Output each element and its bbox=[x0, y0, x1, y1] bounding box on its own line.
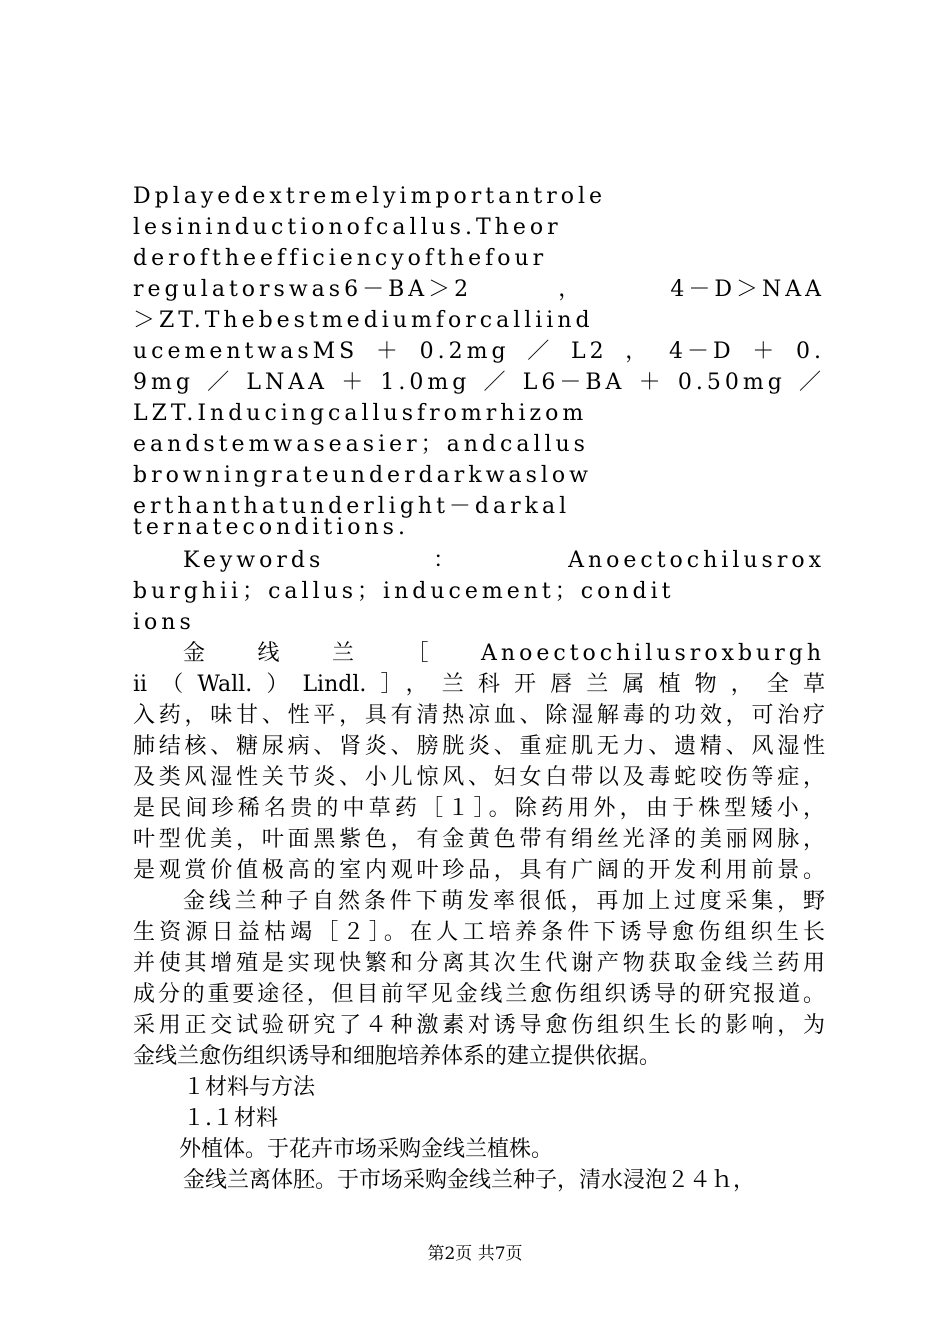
paragraph-line: 及类风湿性关节炎、小儿惊风、妇女白带以及毒蛇咬伤等症， bbox=[133, 765, 825, 790]
abstract-line: Dplayedextremelyimportantrole bbox=[133, 184, 607, 209]
paragraph-line: 生资源日益枯竭［２］。在人工培养条件下诱导愈伤组织生长 bbox=[133, 920, 825, 945]
paragraph-line: ii（Wall.）Lindl.］，兰科开唇兰属植物，全草 bbox=[133, 672, 825, 697]
keywords-line: Keywords：Anoectochilusrox bbox=[183, 548, 825, 573]
paragraph-line: 是民间珍稀名贵的中草药［１］。除药用外，由于株型矮小， bbox=[133, 796, 825, 821]
paragraph-line: 入药，味甘、性平，具有清热凉血、除湿解毒的功效，可治疗 bbox=[133, 703, 825, 728]
paragraph-line: 外植体。于花卉市场采购金线兰植株。 bbox=[179, 1137, 554, 1162]
keywords-line: burghii；callus；inducement；condit bbox=[133, 579, 675, 604]
paragraph-line: 采用正交试验研究了４种激素对诱导愈伤组织生长的影响，为 bbox=[133, 1013, 825, 1038]
abstract-line: ucementwasMS＋0.2mg／L2，4－D＋0. bbox=[133, 339, 825, 364]
abstract-line: ternateconditions. bbox=[133, 515, 409, 540]
paragraph-line: 金线兰愈伤组织诱导和细胞培养体系的建立提供依据。 bbox=[133, 1044, 662, 1069]
abstract-line: LZT.Inducingcallusfromrhizom bbox=[133, 401, 588, 426]
abstract-line: 9mg／LNAA＋1.0mg／L6－BA＋0.50mg／ bbox=[133, 370, 825, 395]
abstract-line: ＞ZT.Thebestmediumforcalliind bbox=[133, 308, 594, 333]
paragraph-line: 并使其增殖是实现快繁和分离其次生代谢产物获取金线兰药用 bbox=[133, 951, 825, 976]
paragraph-line: 金线兰离体胚。于市场采购金线兰种子，清水浸泡２４ｈ， bbox=[183, 1168, 756, 1193]
page-footer: 第2页 共7页 bbox=[427, 1244, 523, 1264]
paragraph-line: 是观赏价值极高的室内观叶珍品，具有广阔的开发利用前景。 bbox=[133, 858, 825, 883]
abstract-line: regulatorswas6－BA＞2，4－D＞NAA bbox=[133, 277, 825, 302]
abstract-line: deroftheefficiencyofthefour bbox=[133, 246, 548, 271]
paragraph-line: 成分的重要途径，但目前罕见金线兰愈伤组织诱导的研究报道。 bbox=[133, 982, 825, 1007]
abstract-line: erthanthatunderlight－darkal bbox=[133, 494, 571, 519]
paragraph-line: 金线兰种子自然条件下萌发率很低，再加上过度采集，野 bbox=[183, 889, 825, 914]
paragraph-line: 叶型优美，叶面黑紫色，有金黄色带有绢丝光泽的美丽网脉， bbox=[133, 827, 825, 852]
keywords-line: ions bbox=[133, 610, 195, 635]
abstract-line: lesininductionofcallus.Theor bbox=[133, 215, 562, 240]
abstract-line: browningrateunderdarkwaslow bbox=[133, 463, 592, 488]
paragraph-line: 肺结核、糖尿病、肾炎、膀胱炎、重症肌无力、遗精、风湿性 bbox=[133, 734, 825, 759]
subsection-heading: １.１材料 bbox=[183, 1106, 278, 1131]
section-heading: １材料与方法 bbox=[183, 1075, 316, 1100]
paragraph-line: 金线兰［Anoectochilusroxburgh bbox=[183, 641, 825, 666]
abstract-line: eandstemwaseasier；andcallus bbox=[133, 432, 589, 457]
